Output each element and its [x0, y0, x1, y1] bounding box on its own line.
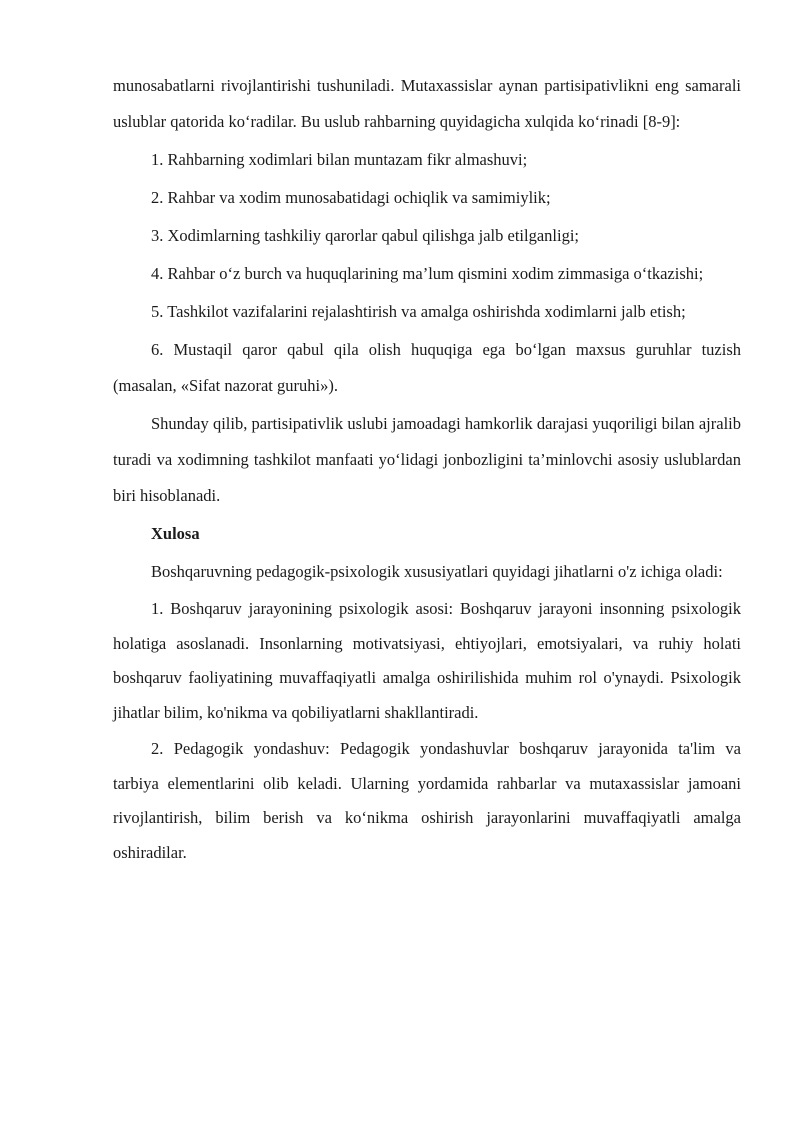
list-item-3: 3. Xodimlarning tashkiliy qarorlar qabul qilishga jalb etilganligi; [151, 226, 580, 245]
list-item-4: 4. Rahbar o‘z burch va huquqlarining ma’lum qismini xodim zimmasiga o‘tkazishi; [151, 264, 704, 283]
paragraph-summary: Shunday qilib, partisipativlik uslubi jamoadagi hamkorlik darajasi yuqoriligi bilan ajralib turadi va xodimning tashkilot manfaati yo‘lidagi jonbozligini ta’minlovchi asosiy uslublardan biri hisoblanadi. [113, 414, 741, 505]
paragraph-conclusion-intro: Boshqaruvning pedagogik-psixologik xususiyatlari quyidagi jihatlarni o'z ichiga oladi: [151, 562, 723, 581]
list-item-2: 2. Rahbar va xodim munosabatidagi ochiqlik va samimiylik; [151, 188, 551, 207]
section-heading-xulosa: Xulosa [151, 524, 200, 543]
conclusion-item-1: 1. Boshqaruv jarayonining psixologik asosi: Boshqaruv jarayoni insonning psixologik holatiga asoslanadi. Insonlarning motivatsiyasi, ehtiyojlari, emotsiyalari, va ruhiy holati boshqaruv faoliyatining muvaffaqiyatli amalga oshirilishida muhim rol o'ynaydi. Psixologik jihatlar bilim, ko'nikma va qobiliyatlarni shakllantiradi. [113, 599, 741, 722]
list-item-5: 5. Tashkilot vazifalarini rejalashtirish va amalga oshirishda xodimlarni jalb etish; [151, 302, 686, 321]
list-item-1: 1. Rahbarning xodimlari bilan muntazam fikr almashuvi; [151, 150, 528, 169]
page-content [113, 68, 741, 870]
conclusion-item-2: 2. Pedagogik yondashuv: Pedagogik yondashuvlar boshqaruv jarayonida ta'lim va tarbiya elementlarini olib keladi. Ularning yordamida rahbarlar va mutaxassislar jamoani rivojlantirish, bilim berish va ko‘nikma oshirish jarayonlarini muvaffaqiyatli amalga oshiradilar. [113, 739, 741, 862]
paragraph-intro: munosabatlarni rivojlantirishi tushuniladi. Mutaxassislar aynan partisipativlikni eng samarali uslublar qatorida ko‘radilar. Bu uslub rahbarning quyidagicha xulqida ko‘rinadi [8-9]: [113, 76, 741, 131]
list-item-6: 6. Mustaqil qaror qabul qila olish huquqiga ega bo‘lgan maxsus guruhlar tuzish (masalan, «Sifat nazorat guruhi»). [113, 340, 741, 395]
